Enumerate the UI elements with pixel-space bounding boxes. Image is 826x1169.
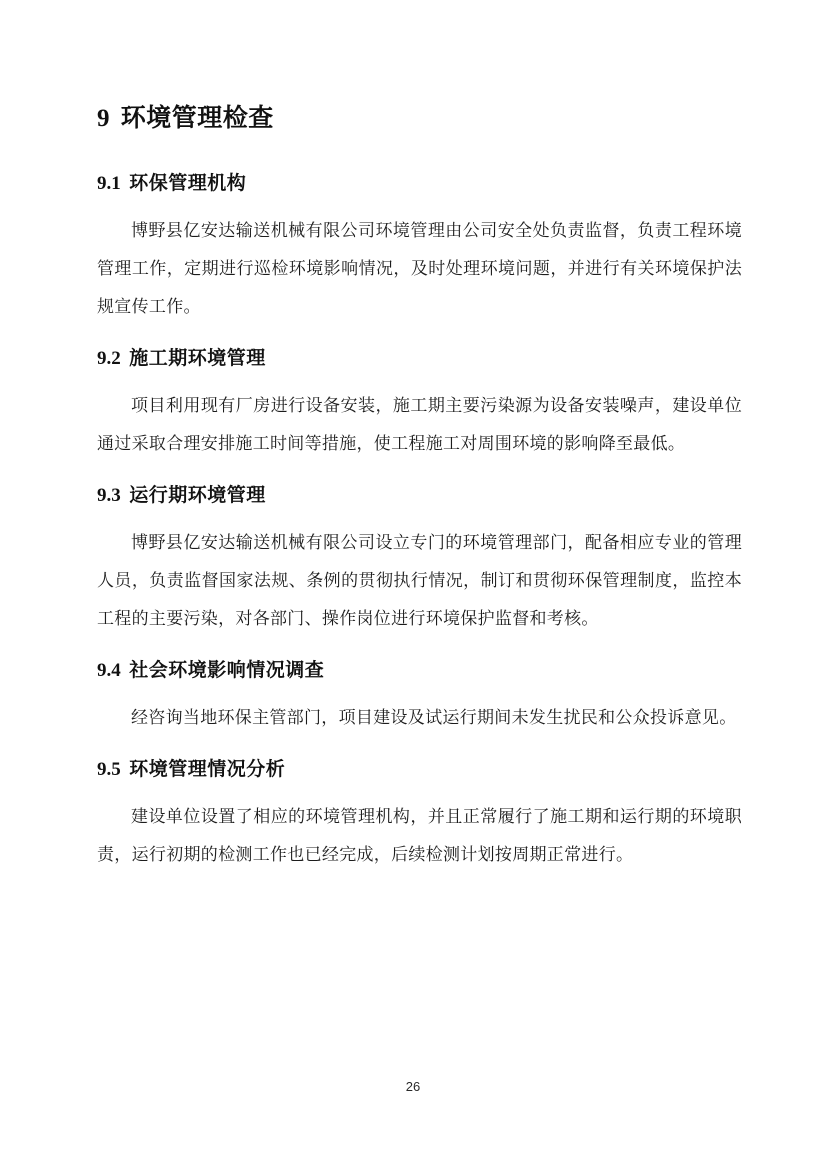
section-title: 社会环境影响情况调查 <box>129 660 325 682</box>
chapter-title: 环境管理检查 <box>120 104 274 132</box>
chapter-number: 9 <box>97 105 110 132</box>
section-heading <box>97 757 742 782</box>
section-heading <box>97 171 742 196</box>
section-9-2 <box>97 346 742 463</box>
section-number: 9.2 <box>97 348 121 370</box>
section-paragraph: 建设单位设置了相应的环境管理机构，并且正常履行了施工期和运行期的环境职责，运行初期的检测工作也已经完成，后续检测计划按周期正常进行。 <box>97 807 742 865</box>
page-number: 26 <box>405 1079 421 1094</box>
section-paragraph: 经咨询当地环保主管部门，项目建设及试运行期间未发生扰民和公众投诉意见。 <box>131 708 737 728</box>
section-title: 环保管理机构 <box>129 173 247 194</box>
section-number: 9.1 <box>97 173 121 194</box>
section-9-1 <box>97 171 742 326</box>
section-heading <box>97 346 742 371</box>
section-number: 9.4 <box>97 660 121 682</box>
page-footer <box>0 1078 826 1096</box>
section-title: 施工期环境管理 <box>129 348 266 370</box>
section-paragraph: 项目利用现有厂房进行设备安装，施工期主要污染源为设备安装噪声，建设单位通过采取合理安排施工时间等措施，使工程施工对周围环境的影响降至最低。 <box>97 396 742 454</box>
section-9-3 <box>97 483 742 638</box>
section-9-5 <box>97 757 742 874</box>
chapter-heading <box>97 102 742 135</box>
section-9-4 <box>97 658 742 737</box>
section-heading <box>97 658 742 683</box>
section-number: 9.5 <box>97 759 121 781</box>
section-paragraph: 博野县亿安达输送机械有限公司环境管理由公司安全处负责监督，负责工程环境管理工作，定期进行巡检环境影响情况，及时处理环境问题，并进行有关环境保护法规宣传工作。 <box>97 221 742 317</box>
section-heading <box>97 483 742 508</box>
section-number: 9.3 <box>97 485 121 507</box>
section-paragraph: 博野县亿安达输送机械有限公司设立专门的环境管理部门，配备相应专业的管理人员，负责监督国家法规、条例的贯彻执行情况，制订和贯彻环保管理制度，监控本工程的主要污染，对各部门、操作岗位进行环境保护监督和考核。 <box>97 533 742 629</box>
section-title: 运行期环境管理 <box>129 485 266 507</box>
section-title: 环境管理情况分析 <box>129 759 286 781</box>
